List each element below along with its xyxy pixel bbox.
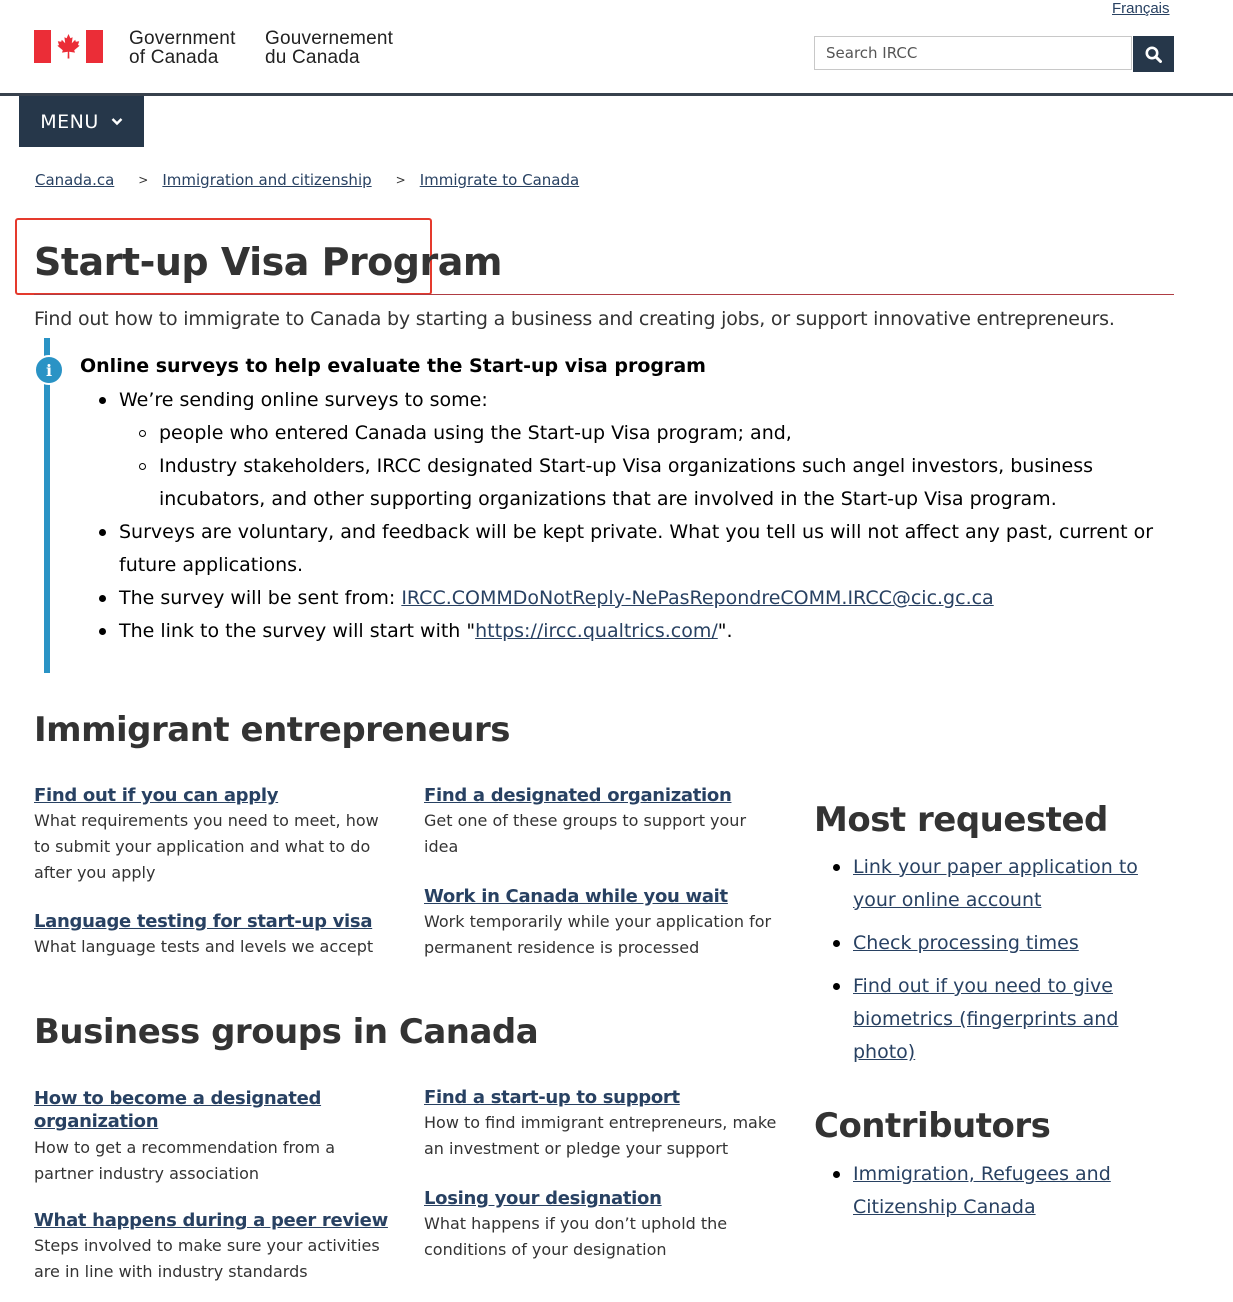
section-heading-contributors: Contributors [814, 1106, 1051, 1146]
breadcrumb-link-immigrate[interactable]: Immigrate to Canada [419, 171, 580, 189]
alert-item-4 [119, 615, 733, 648]
card-description: How to get a recommendation from a partner industry association [34, 1138, 336, 1183]
card-description: Work temporarily while your application for permanent residence is processed [424, 912, 772, 957]
card-how-to-become-designated [34, 1087, 349, 1187]
alert-subitem-2-line2: incubators, and other supporting organizations that are involved in the Start-up Visa program. [159, 488, 1057, 510]
alert-item-3-prefix: The survey will be sent from: [119, 587, 402, 609]
alert-item-4-prefix: The link to the survey will start with " [119, 620, 476, 642]
signature-en-line2: of Canada [129, 47, 219, 68]
page-title: Start-up Visa Program [34, 240, 502, 284]
breadcrumb-link-canada[interactable]: Canada.ca [35, 171, 115, 189]
card-link[interactable]: Language testing for start-up visa [34, 911, 373, 932]
card-link[interactable]: Find a designated organization [424, 785, 732, 806]
card-work-in-canada-while-you-wait [424, 886, 784, 961]
most-requested-link-paper-application[interactable] [853, 851, 1173, 917]
alert-item-3 [119, 582, 994, 615]
card-link[interactable]: What happens during a peer review [34, 1210, 388, 1231]
search-input[interactable] [814, 36, 1132, 70]
contributor-link-ircc[interactable] [853, 1158, 1173, 1224]
search-icon [1145, 46, 1162, 63]
card-what-happens-during-peer-review [34, 1210, 389, 1285]
search-button[interactable] [1133, 36, 1174, 72]
alert-subitem-1: people who entered Canada using the Start-up Visa program; and, [159, 422, 792, 444]
card-description: Get one of these groups to support your idea [424, 811, 747, 856]
survey-email-link[interactable]: IRCC.COMMDoNotReply-NePasRepondreCOMM.IRCC@cic.gc.ca [401, 587, 994, 609]
breadcrumb [35, 171, 579, 189]
bullet-icon [833, 983, 840, 990]
sub-bullet-icon [139, 430, 146, 437]
link-line: biometrics (fingerprints and [853, 1008, 1119, 1030]
alert-item-4-suffix: ". [717, 620, 733, 642]
link-line: Citizenship Canada [853, 1196, 1036, 1218]
government-of-canada-signature [129, 29, 236, 67]
section-heading-business-groups: Business groups in Canada [34, 1012, 539, 1052]
signature-fr-line2: du Canada [265, 47, 360, 68]
section-heading-immigrant-entrepreneurs: Immigrant entrepreneurs [34, 710, 510, 750]
survey-url-link[interactable]: https://ircc.qualtrics.com/ [475, 620, 718, 642]
section-heading-most-requested: Most requested [814, 800, 1108, 840]
menu-button[interactable] [19, 96, 144, 147]
signature-en-line1: Government [129, 28, 236, 49]
alert-item-2-line1: Surveys are voluntary, and feedback will be kept private. What you tell us will not affect any past, current or [119, 521, 1154, 543]
card-link[interactable]: Work in Canada while you wait [424, 886, 728, 907]
alert-info-bar [44, 338, 50, 673]
page-lead: Find out how to immigrate to Canada by starting a business and creating jobs, or support innovative entrepreneurs. [34, 308, 1115, 330]
card-find-a-designated-organization [424, 785, 779, 860]
card-description: How to find immigrant entrepreneurs, make an investment or pledge your support [424, 1113, 777, 1158]
card-link[interactable]: Losing your designation [424, 1188, 662, 1209]
canada-flag-icon [34, 30, 103, 63]
alert-subitem-2-line1: Industry stakeholders, IRCC designated Start-up Visa organizations such angel investors, business [159, 455, 1094, 477]
card-language-testing [34, 911, 389, 960]
card-losing-your-designation [424, 1188, 754, 1263]
card-link[interactable]: How to become a designated organization [34, 1088, 322, 1132]
card-find-out-if-you-can-apply [34, 785, 389, 886]
breadcrumb-separator-icon: > [395, 173, 406, 187]
bullet-icon [833, 864, 840, 871]
info-icon: i [34, 355, 64, 385]
bullet-icon [99, 628, 106, 635]
most-requested-link-biometrics[interactable] [853, 970, 1173, 1069]
alert-item-2-line2: future applications. [119, 554, 304, 576]
most-requested-link-processing-times[interactable] [853, 927, 1079, 960]
bullet-icon [833, 1171, 840, 1178]
card-description: What requirements you need to meet, how to submit your application and what to do after you apply [34, 811, 379, 882]
link-line: Immigration, Refugees and [853, 1163, 1111, 1185]
title-divider [34, 294, 1174, 295]
card-description: What happens if you don’t uphold the conditions of your designation [424, 1214, 728, 1259]
bullet-icon [99, 529, 106, 536]
card-link[interactable]: Find out if you can apply [34, 785, 279, 806]
link-line: your online account [853, 889, 1042, 911]
alert-item-1: We’re sending online surveys to some: [119, 389, 488, 411]
breadcrumb-link-immigration[interactable]: Immigration and citizenship [162, 171, 372, 189]
bullet-icon [99, 595, 106, 602]
link-line: Check processing times [853, 932, 1079, 954]
link-line: photo) [853, 1041, 916, 1063]
bullet-icon [99, 397, 106, 404]
card-description: Steps involved to make sure your activities are in line with industry standards [34, 1236, 380, 1281]
link-line: Find out if you need to give [853, 975, 1113, 997]
language-toggle-link[interactable]: Français [1112, 0, 1170, 17]
sub-bullet-icon [139, 463, 146, 470]
card-link[interactable]: Find a start-up to support [424, 1087, 680, 1108]
link-line: Link your paper application to [853, 856, 1138, 878]
card-find-a-start-up-to-support [424, 1087, 784, 1162]
bullet-icon [833, 940, 840, 947]
menu-label: MENU [40, 110, 99, 133]
alert-title: Online surveys to help evaluate the Start-up visa program [80, 355, 706, 377]
signature-fr-line1: Gouvernement [265, 28, 394, 49]
header-divider [0, 93, 1233, 96]
gouvernement-du-canada-signature [265, 29, 393, 67]
card-description: What language tests and levels we accept [34, 937, 374, 956]
breadcrumb-separator-icon: > [138, 173, 149, 187]
chevron-down-icon [111, 117, 123, 126]
